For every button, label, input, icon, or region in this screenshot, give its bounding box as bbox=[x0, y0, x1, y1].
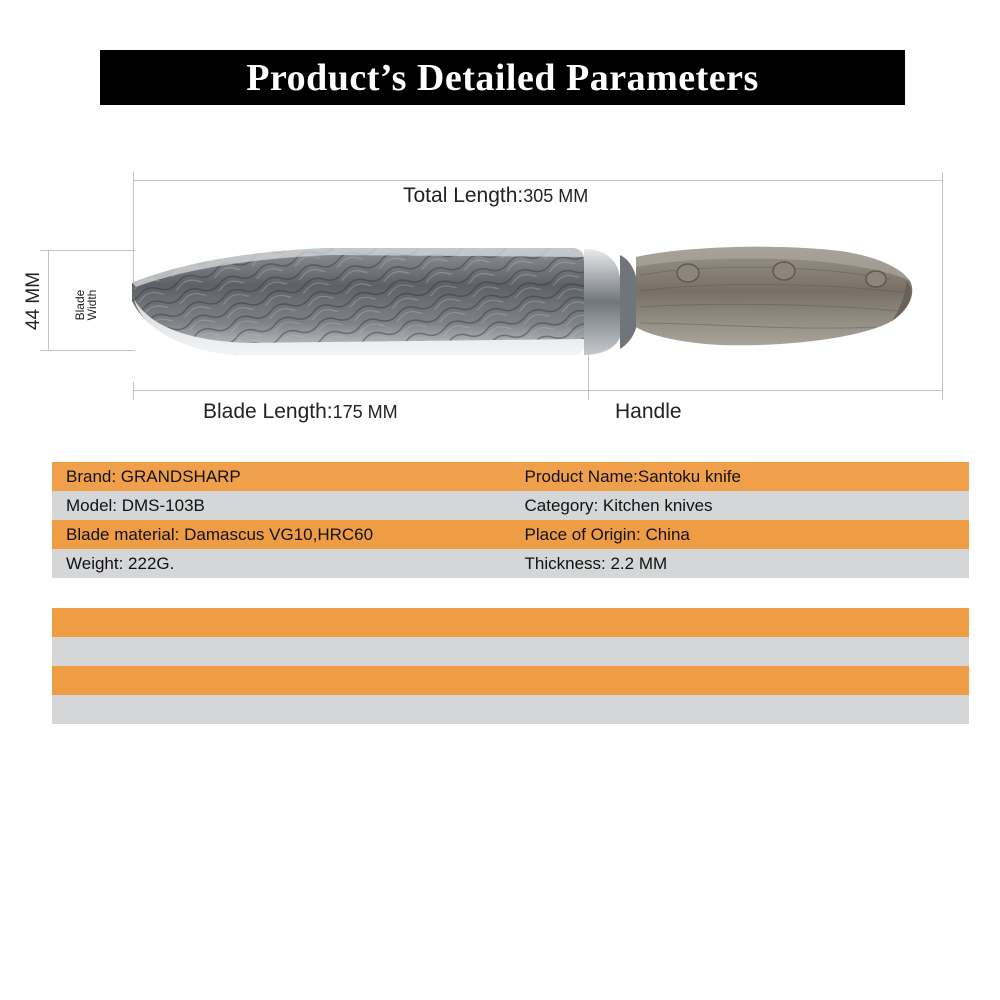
blade-length-dimension-line bbox=[133, 390, 588, 391]
blade-length-value: 175 MM bbox=[332, 402, 398, 422]
total-length-value: 305 MM bbox=[523, 186, 589, 206]
handle-right-tick bbox=[942, 382, 943, 400]
spec-cell-right: Category: Kitchen knives bbox=[524, 495, 713, 515]
blade-width-caption bbox=[74, 275, 98, 335]
knife-illustration bbox=[120, 235, 920, 370]
blade-length-right-tick bbox=[588, 350, 589, 400]
table-row bbox=[52, 462, 969, 491]
table-row bbox=[52, 549, 969, 578]
blade-width-dimension-line bbox=[48, 250, 49, 350]
table-row bbox=[52, 520, 969, 549]
handle-dimension-line bbox=[588, 390, 943, 391]
spec-cell-right: Place of Origin: China bbox=[524, 524, 690, 544]
rivet-2 bbox=[773, 262, 795, 280]
spec-cell-right: Product Name:Santoku knife bbox=[524, 466, 741, 486]
empty-stripe-block bbox=[52, 608, 969, 724]
blade-length-left-tick bbox=[133, 382, 134, 400]
knife-dimension-diagram bbox=[0, 150, 1000, 440]
blade-length-label bbox=[203, 400, 398, 424]
rivet-1 bbox=[677, 264, 699, 282]
stripe-row bbox=[52, 666, 969, 695]
page-title-banner bbox=[100, 50, 905, 105]
knife-svg bbox=[120, 235, 920, 370]
spec-cell-right: Thickness: 2.2 MM bbox=[524, 553, 668, 573]
spec-cell-left: Model: DMS-103B bbox=[66, 495, 205, 515]
spec-cell-left: Blade material: Damascus VG10,HRC60 bbox=[66, 524, 374, 544]
blade-width-value-label: 44 MM bbox=[23, 271, 44, 331]
blade-width-caption-line2: Width bbox=[85, 289, 99, 321]
blade-length-label-text: Blade Length: bbox=[203, 400, 333, 423]
stripe-row bbox=[52, 608, 969, 637]
total-length-label bbox=[403, 184, 588, 208]
handle-label: Handle bbox=[615, 400, 682, 423]
bolster bbox=[584, 249, 622, 355]
page-title: Product’s Detailed Parameters bbox=[246, 56, 759, 99]
total-length-right-extension bbox=[942, 180, 943, 395]
stripe-row bbox=[52, 695, 969, 724]
bolster-collar bbox=[620, 255, 638, 349]
table-row bbox=[52, 491, 969, 520]
stripe-row bbox=[52, 637, 969, 666]
total-length-dimension-line bbox=[133, 180, 943, 181]
specifications-table bbox=[52, 462, 969, 578]
spec-cell-left: Weight: 222G. bbox=[66, 553, 175, 573]
total-length-label-text: Total Length: bbox=[403, 184, 524, 207]
blade-width-caption-line1: Blade bbox=[73, 289, 87, 321]
rivet-3 bbox=[866, 271, 886, 287]
spec-cell-left: Brand: GRANDSHARP bbox=[66, 466, 241, 486]
